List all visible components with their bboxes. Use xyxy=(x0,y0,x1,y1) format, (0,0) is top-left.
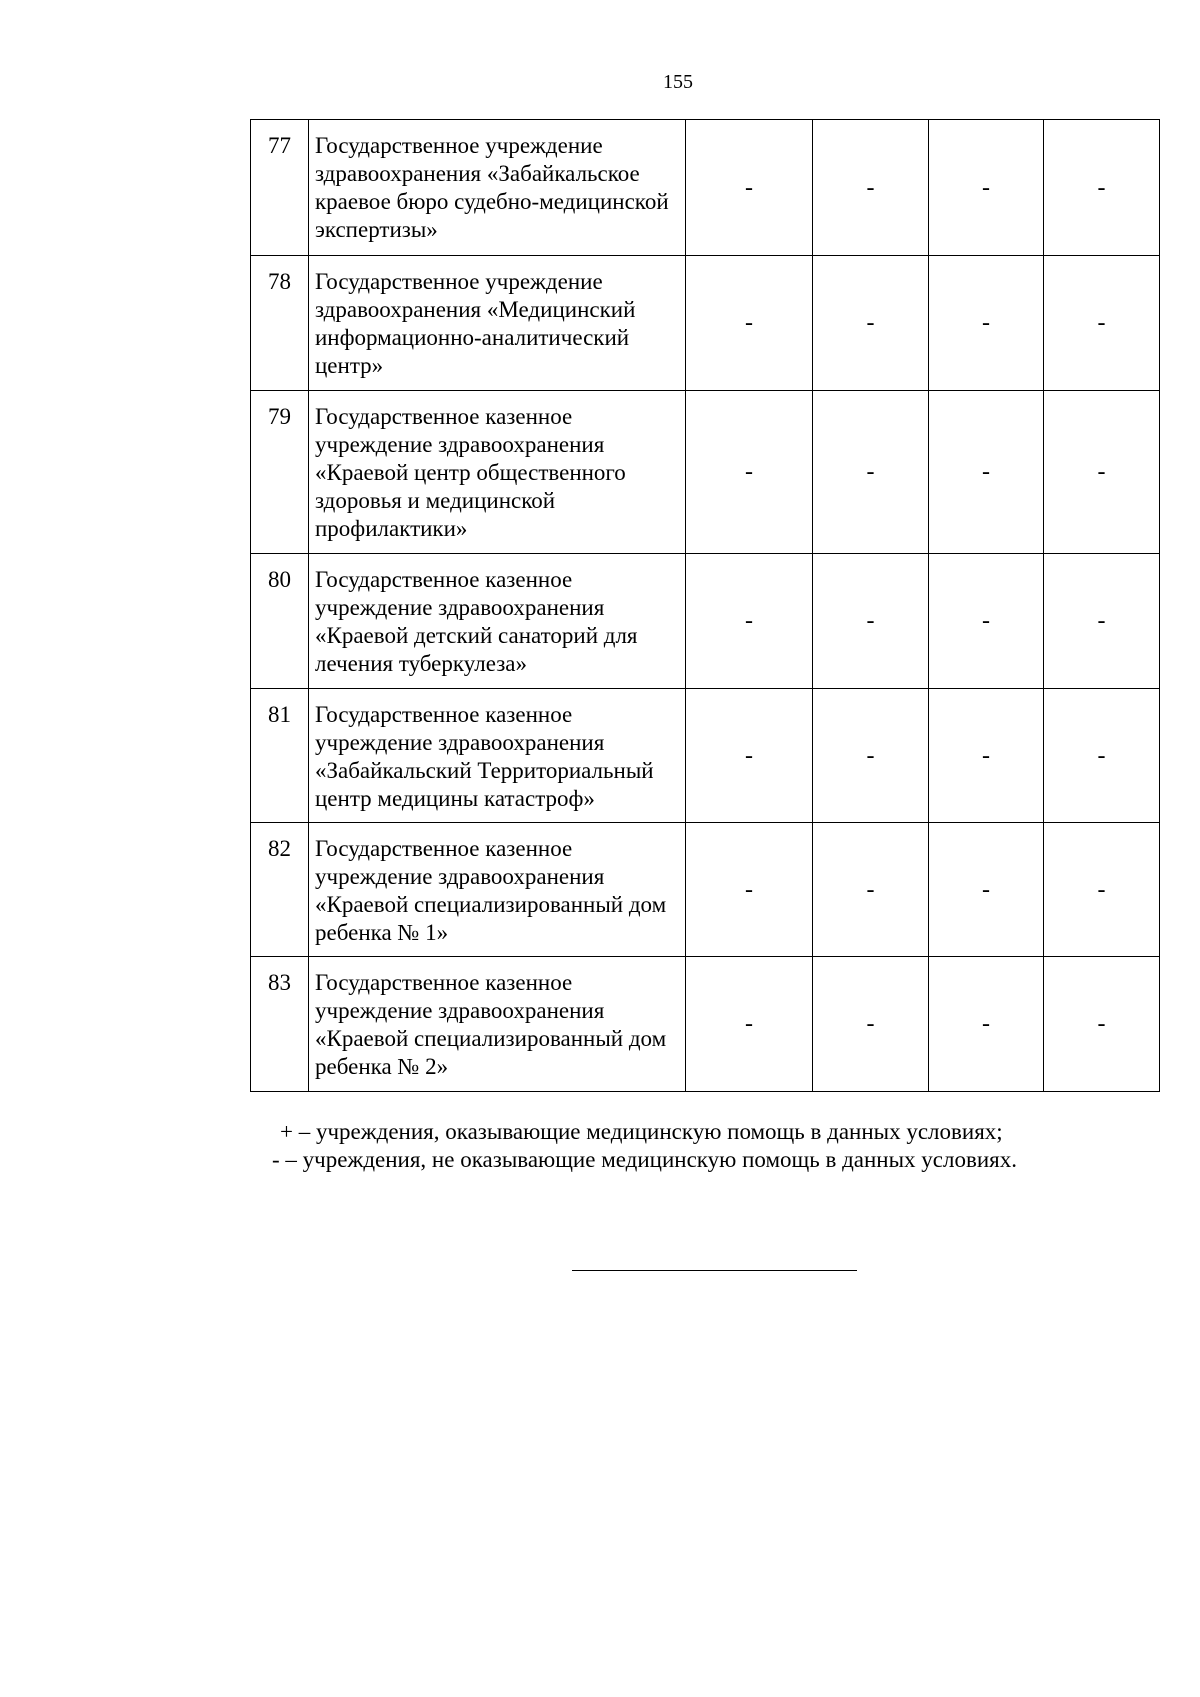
table-row xyxy=(251,391,1160,554)
value-cell: - xyxy=(813,554,929,689)
value-cell: - xyxy=(929,256,1044,391)
legend xyxy=(250,1118,1159,1174)
value-cell: - xyxy=(686,120,813,256)
row-number: 80 xyxy=(251,554,309,689)
value-cell: - xyxy=(813,957,929,1092)
institution-name: Государственное учреждение здравоохранения «Медицинский информационно-аналитический центр» xyxy=(309,256,686,391)
table-row xyxy=(251,823,1160,957)
row-number: 83 xyxy=(251,957,309,1092)
value-cell: - xyxy=(1044,256,1160,391)
value-cell: - xyxy=(1044,957,1160,1092)
institution-name: Государственное казенное учреждение здравоохранения «Краевой детский санаторий для лечения туберкулеза» xyxy=(309,554,686,689)
table-row xyxy=(251,554,1160,689)
value-cell: - xyxy=(1044,823,1160,957)
value-cell: - xyxy=(1044,391,1160,554)
value-cell: - xyxy=(813,391,929,554)
legend-minus-line: - – учреждения, не оказывающие медицинскую помощь в данных условиях. xyxy=(272,1147,1017,1172)
value-cell: - xyxy=(929,120,1044,256)
value-cell: - xyxy=(929,689,1044,823)
institution-name: Государственное казенное учреждение здравоохранения «Краевой специализированный дом ребенка № 1» xyxy=(309,823,686,957)
value-cell: - xyxy=(1044,554,1160,689)
row-number: 79 xyxy=(251,391,309,554)
value-cell: - xyxy=(1044,689,1160,823)
value-cell: - xyxy=(813,120,929,256)
institution-name: Государственное казенное учреждение здравоохранения «Краевой центр общественного здоровья и медицинской профилактики» xyxy=(309,391,686,554)
value-cell: - xyxy=(686,554,813,689)
value-cell: - xyxy=(929,823,1044,957)
page-number: 155 xyxy=(663,71,693,93)
institution-name: Государственное казенное учреждение здравоохранения «Краевой специализированный дом ребенка № 2» xyxy=(309,957,686,1092)
value-cell: - xyxy=(1044,120,1160,256)
end-divider xyxy=(572,1270,857,1271)
value-cell: - xyxy=(686,957,813,1092)
table-row xyxy=(251,120,1160,256)
value-cell: - xyxy=(686,256,813,391)
legend-plus-line: + – учреждения, оказывающие медицинскую помощь в данных условиях; xyxy=(280,1119,1003,1144)
row-number: 77 xyxy=(251,120,309,256)
value-cell: - xyxy=(929,391,1044,554)
row-number: 78 xyxy=(251,256,309,391)
institutions-table xyxy=(250,119,1160,1092)
value-cell: - xyxy=(686,689,813,823)
table-row xyxy=(251,256,1160,391)
value-cell: - xyxy=(686,391,813,554)
table-row xyxy=(251,689,1160,823)
institution-name: Государственное учреждение здравоохранения «Забайкальское краевое бюро судебно-медицинской экспертизы» xyxy=(309,120,686,256)
value-cell: - xyxy=(929,554,1044,689)
value-cell: - xyxy=(686,823,813,957)
institution-name: Государственное казенное учреждение здравоохранения «Забайкальский Территориальный центр медицины катастроф» xyxy=(309,689,686,823)
row-number: 82 xyxy=(251,823,309,957)
value-cell: - xyxy=(813,256,929,391)
value-cell: - xyxy=(813,823,929,957)
table-row xyxy=(251,957,1160,1092)
row-number: 81 xyxy=(251,689,309,823)
value-cell: - xyxy=(813,689,929,823)
value-cell: - xyxy=(929,957,1044,1092)
